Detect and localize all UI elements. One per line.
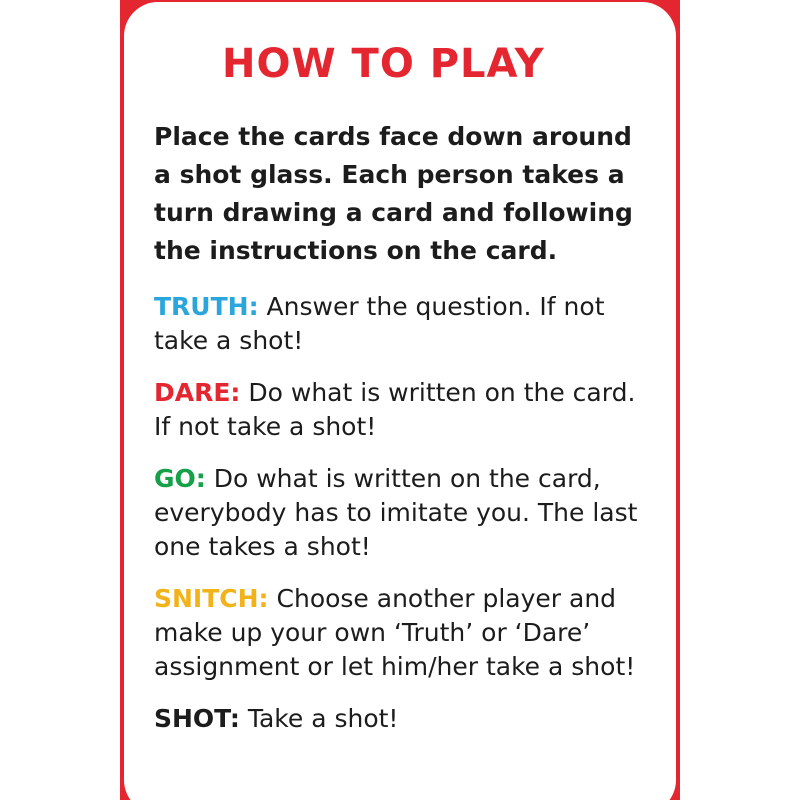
rule-dare <box>154 376 654 444</box>
rule-truth <box>154 290 654 358</box>
rule-term-go: GO: <box>154 464 206 493</box>
rule-text-snitch: Choose another player and make up your own ‘Truth’ or ‘Dare’ assignment or let him/her take a shot! <box>154 584 636 681</box>
rule-shot <box>154 702 654 736</box>
rule-text-shot: Take a shot! <box>247 704 399 733</box>
rule-term-shot: SHOT: <box>154 704 240 733</box>
intro-paragraph: Place the cards face down around a shot glass. Each person takes a turn drawing a card and following the instructions on the card. <box>154 122 633 265</box>
rule-text-dare: Do what is written on the card. If not take a shot! <box>154 378 636 441</box>
rule-text-go: Do what is written on the card, everybody has to imitate you. The last one takes a shot! <box>154 464 638 561</box>
rule-term-dare: DARE: <box>154 378 241 407</box>
how-to-play-card <box>124 2 676 800</box>
rule-term-snitch: SNITCH: <box>154 584 269 613</box>
rule-go <box>154 462 654 564</box>
rule-term-truth: TRUTH: <box>154 292 259 321</box>
rule-text-truth: Answer the question. If not take a shot! <box>154 292 605 355</box>
card-title: HOW TO PLAY <box>222 41 545 87</box>
rule-snitch <box>154 582 654 684</box>
